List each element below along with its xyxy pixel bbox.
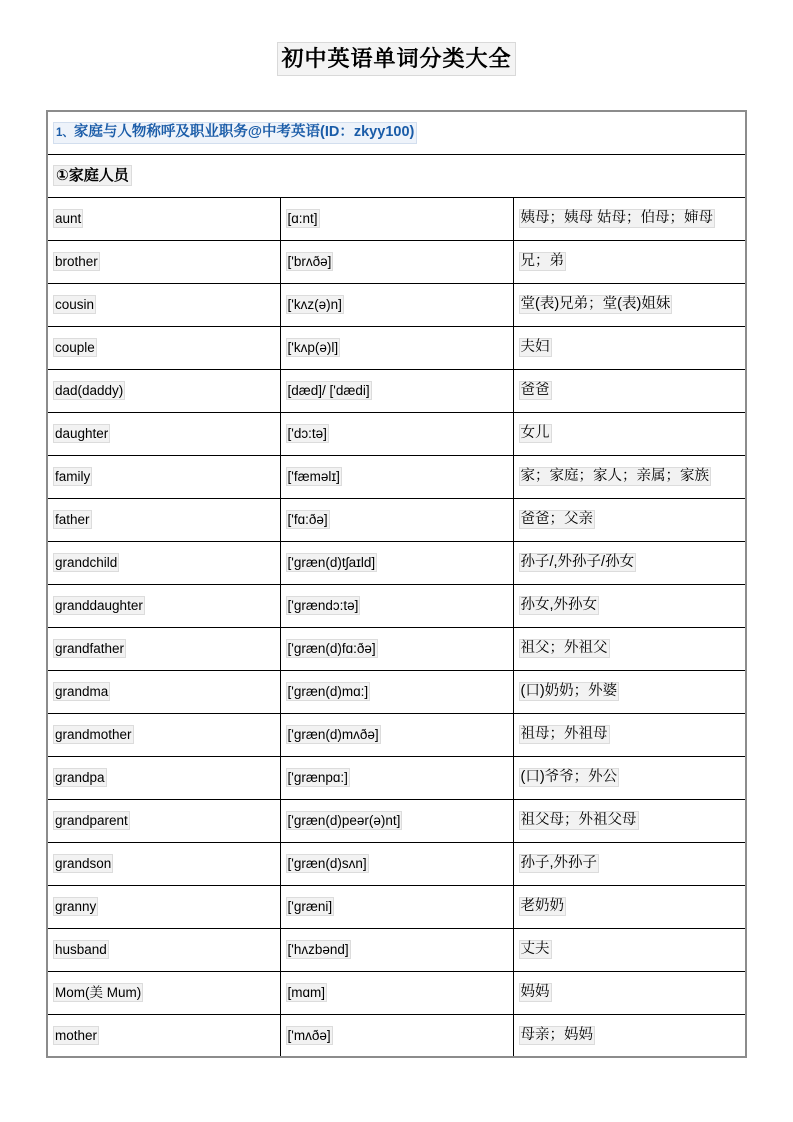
- phonetic-text: ['kʌz(ə)n]: [287, 297, 342, 312]
- phonetic-cell: [280, 627, 513, 670]
- phonetic-cell: [280, 928, 513, 971]
- table-row: [47, 197, 746, 240]
- section-header-row: [47, 111, 746, 154]
- meaning-cell: [513, 1014, 746, 1057]
- table-row: [47, 541, 746, 584]
- section-header-cell: [47, 111, 746, 154]
- word-cell: [47, 799, 280, 842]
- word-text: cousin: [55, 297, 95, 312]
- meaning-text: 母亲；妈妈: [520, 1026, 593, 1043]
- phonetic-cell: [280, 1014, 513, 1057]
- meaning-text: 堂(表)兄弟；堂(表)姐妹: [520, 296, 671, 312]
- meaning-text: (口)奶奶；外婆: [520, 683, 618, 699]
- table-row: [47, 1014, 746, 1057]
- word-text: aunt: [55, 211, 82, 226]
- table-row: [47, 756, 746, 799]
- phonetic-text: ['græn(d)mʌðə]: [287, 727, 379, 742]
- phonetic-text: [mɑm]: [287, 985, 326, 1000]
- meaning-cell: [513, 541, 746, 584]
- meaning-text: 女儿: [520, 425, 550, 441]
- subsection-heading: ①家庭人员: [53, 165, 132, 186]
- meaning-cell: [513, 498, 746, 541]
- meaning-cell: [513, 799, 746, 842]
- meaning-text: 孙子/,外孙子/孙女: [520, 554, 635, 570]
- word-text: grandmother: [55, 727, 132, 742]
- phonetic-cell: [280, 885, 513, 928]
- table-row: [47, 842, 746, 885]
- word-text: brother: [55, 254, 98, 269]
- table-row: [47, 240, 746, 283]
- phonetic-cell: [280, 799, 513, 842]
- phonetic-text: ['græn(d)mɑ:]: [287, 684, 369, 699]
- phonetic-text: ['mʌðə]: [287, 1027, 331, 1043]
- meaning-text: 家；家庭；家人；亲属；家族: [520, 468, 709, 484]
- meaning-cell: [513, 842, 746, 885]
- meaning-cell: [513, 584, 746, 627]
- word-text: family: [55, 469, 91, 484]
- section-number: 1、: [56, 126, 74, 139]
- phonetic-text: [ɑ:nt]: [287, 211, 318, 226]
- section-heading-text: 家庭与人物称呼及职业职务@中考英语(ID：zkyy100): [73, 123, 415, 140]
- word-cell: [47, 842, 280, 885]
- meaning-cell: [513, 326, 746, 369]
- phonetic-text: ['dɔ:tə]: [287, 426, 327, 441]
- vocabulary-table-container: [46, 110, 747, 1058]
- meaning-text: 祖母；外祖母: [520, 726, 608, 742]
- table-row: [47, 455, 746, 498]
- phonetic-text: ['græn(d)peər(ə)nt]: [287, 813, 401, 828]
- table-row: [47, 584, 746, 627]
- meaning-text: 妈妈: [520, 984, 550, 1000]
- phonetic-cell: [280, 713, 513, 756]
- word-text: dad(daddy): [55, 383, 124, 398]
- word-text: husband: [55, 942, 107, 957]
- meaning-cell: [513, 713, 746, 756]
- phonetic-cell: [280, 197, 513, 240]
- subsection-header-row: [47, 154, 746, 197]
- word-text: grandparent: [55, 813, 128, 828]
- meaning-cell: [513, 197, 746, 240]
- meaning-text: 兄；弟: [520, 253, 564, 269]
- phonetic-text: ['kʌp(ə)l]: [287, 340, 339, 355]
- word-cell: [47, 498, 280, 541]
- subsection-header-cell: [47, 154, 746, 197]
- word-cell: [47, 326, 280, 369]
- meaning-cell: [513, 971, 746, 1014]
- phonetic-text: ['brʌðə]: [287, 254, 332, 269]
- vocabulary-table: [46, 110, 747, 1058]
- word-text: daughter: [55, 426, 109, 441]
- word-cell: [47, 713, 280, 756]
- word-text: grandson: [55, 856, 112, 871]
- page-title: 初中英语单词分类大全: [277, 42, 515, 76]
- word-cell: [47, 240, 280, 283]
- word-cell: [47, 756, 280, 799]
- phonetic-text: ['fɑ:ðə]: [287, 512, 328, 527]
- table-row: [47, 498, 746, 541]
- meaning-text: 姨母；姨母 姑母；伯母；婶母: [520, 210, 714, 226]
- meaning-text: 祖父；外祖父: [520, 640, 608, 656]
- vocabulary-table-body: [47, 111, 746, 1057]
- meaning-cell: [513, 455, 746, 498]
- word-cell: [47, 369, 280, 412]
- table-row: [47, 670, 746, 713]
- phonetic-cell: [280, 455, 513, 498]
- meaning-cell: [513, 369, 746, 412]
- meaning-text: 爸爸；父亲: [520, 511, 593, 527]
- phonetic-cell: [280, 541, 513, 584]
- table-row: [47, 799, 746, 842]
- word-cell: [47, 283, 280, 326]
- meaning-cell: [513, 627, 746, 670]
- word-text: granny: [55, 899, 97, 914]
- word-text: couple: [55, 340, 95, 355]
- word-text: grandpa: [55, 770, 105, 785]
- phonetic-text: ['græni]: [287, 899, 333, 914]
- word-cell: [47, 584, 280, 627]
- phonetic-cell: [280, 412, 513, 455]
- meaning-cell: [513, 412, 746, 455]
- table-row: [47, 928, 746, 971]
- phonetic-cell: [280, 756, 513, 799]
- table-row: [47, 971, 746, 1014]
- page-title-container: [0, 0, 793, 76]
- phonetic-text: ['fæməlɪ]: [287, 469, 340, 484]
- meaning-text: 爸爸: [520, 382, 550, 398]
- table-row: [47, 369, 746, 412]
- table-row: [47, 283, 746, 326]
- table-row: [47, 412, 746, 455]
- meaning-text: 祖父母；外祖父母: [520, 812, 637, 828]
- meaning-text: 孙子,外孙子: [520, 855, 598, 871]
- word-cell: [47, 412, 280, 455]
- word-text: granddaughter: [55, 598, 143, 613]
- phonetic-cell: [280, 283, 513, 326]
- phonetic-cell: [280, 498, 513, 541]
- word-cell: [47, 1014, 280, 1057]
- word-cell: [47, 197, 280, 240]
- phonetic-cell: [280, 670, 513, 713]
- word-text: grandfather: [55, 641, 125, 656]
- meaning-text: 孙女,外孙女: [520, 597, 598, 613]
- meaning-text: (口)爷爷；外公: [520, 769, 618, 785]
- word-cell: [47, 541, 280, 584]
- meaning-cell: [513, 670, 746, 713]
- phonetic-cell: [280, 842, 513, 885]
- phonetic-text: ['hʌzbənd]: [287, 942, 349, 957]
- phonetic-text: ['græn(d)tʃaɪld]: [287, 555, 376, 570]
- word-text: grandchild: [55, 555, 118, 570]
- phonetic-text: ['græn(d)sʌn]: [287, 856, 367, 871]
- phonetic-cell: [280, 584, 513, 627]
- word-cell: [47, 627, 280, 670]
- word-text: mother: [55, 1027, 98, 1043]
- meaning-text: 夫妇: [520, 339, 550, 355]
- phonetic-cell: [280, 369, 513, 412]
- table-row: [47, 885, 746, 928]
- phonetic-text: [dæd]/ ['dædi]: [287, 383, 370, 398]
- table-row: [47, 713, 746, 756]
- word-text: Mom(美 Mum): [55, 985, 142, 1000]
- table-row: [47, 326, 746, 369]
- phonetic-text: ['grændɔ:tə]: [287, 598, 359, 613]
- word-cell: [47, 928, 280, 971]
- meaning-text: 老奶奶: [520, 898, 564, 914]
- word-text: father: [55, 512, 90, 527]
- word-text: grandma: [55, 684, 109, 699]
- meaning-text: 丈夫: [520, 941, 550, 957]
- word-cell: [47, 971, 280, 1014]
- word-cell: [47, 455, 280, 498]
- phonetic-cell: [280, 971, 513, 1014]
- word-cell: [47, 670, 280, 713]
- meaning-cell: [513, 756, 746, 799]
- section-heading: [53, 122, 417, 144]
- word-cell: [47, 885, 280, 928]
- meaning-cell: [513, 240, 746, 283]
- meaning-cell: [513, 283, 746, 326]
- meaning-cell: [513, 885, 746, 928]
- phonetic-cell: [280, 240, 513, 283]
- table-row: [47, 627, 746, 670]
- phonetic-text: ['græn(d)fɑ:ðə]: [287, 641, 376, 656]
- phonetic-text: ['grænpɑ:]: [287, 770, 348, 785]
- meaning-cell: [513, 928, 746, 971]
- phonetic-cell: [280, 326, 513, 369]
